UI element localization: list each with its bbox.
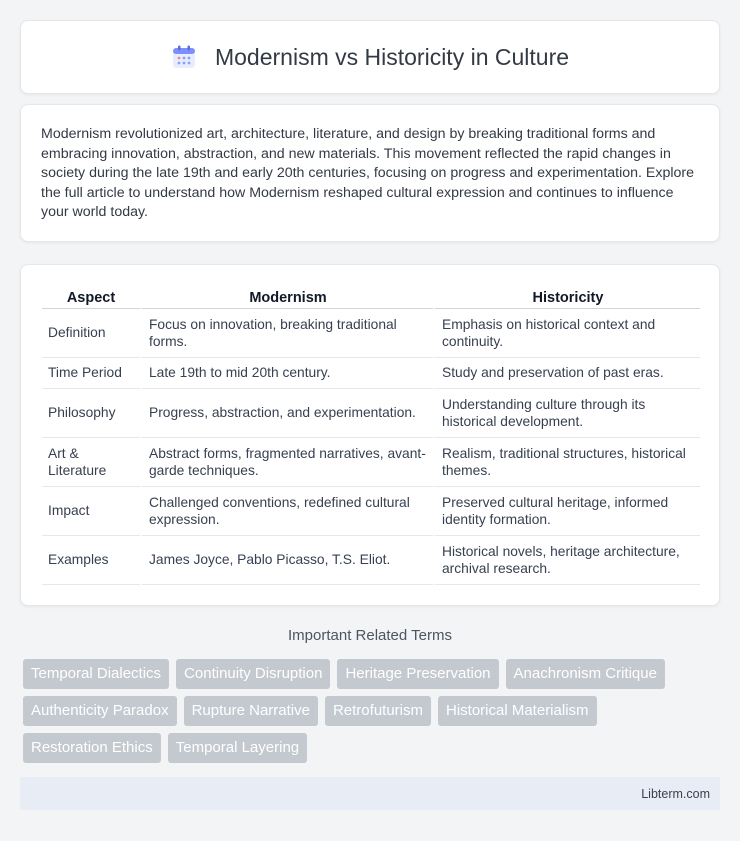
page-title: Modernism vs Historicity in Culture: [214, 43, 570, 70]
related-terms-list: [23, 659, 723, 763]
row-aspect: Art & Literature: [42, 438, 140, 487]
calendar-icon: [171, 44, 197, 70]
row-modernism: Progress, abstraction, and experimentation.: [140, 389, 433, 438]
row-aspect: Philosophy: [42, 389, 140, 438]
row-historicity: Preserved cultural heritage, informed identity formation.: [433, 487, 700, 536]
comparison-table-card: [20, 264, 720, 606]
related-term-tag[interactable]: Restoration Ethics: [23, 733, 161, 763]
related-term-tag[interactable]: Authenticity Paradox: [23, 696, 177, 726]
related-term-tag[interactable]: Temporal Dialectics: [23, 659, 169, 689]
table-row: [42, 536, 700, 585]
header-aspect: Aspect: [42, 285, 140, 309]
table-row: [42, 438, 700, 487]
intro-text: Modernism revolutionized art, architecture, literature, and design by breaking traditional forms and embracing innovation, abstraction, and new materials. This movement reflected the rapid changes in society during the late 19th and early 20th centuries, focusing on progress and experimentation. Explore the full article to understand how Modernism reshaped cultural expression and continues to influence your world today.: [41, 126, 695, 221]
row-modernism: Abstract forms, fragmented narratives, avant-garde techniques.: [140, 438, 433, 487]
table-row: [42, 487, 700, 536]
row-aspect: Time Period: [42, 358, 140, 389]
table-row: [42, 389, 700, 438]
header-modernism: Modernism: [140, 285, 433, 309]
table-row: [42, 358, 700, 389]
table-header-row: [42, 285, 700, 309]
row-historicity: Realism, traditional structures, historical themes.: [433, 438, 700, 487]
title-wrap: [171, 44, 569, 71]
related-term-tag[interactable]: Temporal Layering: [168, 733, 307, 763]
related-term-tag[interactable]: Retrofuturism: [325, 696, 431, 726]
intro-card: [20, 104, 720, 242]
header-historicity: Historicity: [433, 285, 700, 309]
row-modernism: Challenged conventions, redefined cultural expression.: [140, 487, 433, 536]
comparison-table: [42, 285, 700, 585]
row-aspect: Impact: [42, 487, 140, 536]
row-historicity: Emphasis on historical context and continuity.: [433, 309, 700, 358]
row-modernism: Focus on innovation, breaking traditional forms.: [140, 309, 433, 358]
footer-link[interactable]: Libterm.com: [641, 786, 710, 801]
related-terms-title: Important Related Terms: [288, 627, 452, 644]
related-term-tag[interactable]: Heritage Preservation: [337, 659, 498, 689]
related-term-tag[interactable]: Continuity Disruption: [176, 659, 330, 689]
related-term-tag[interactable]: Anachronism Critique: [506, 659, 665, 689]
row-historicity: Study and preservation of past eras.: [433, 358, 700, 389]
table-row: [42, 309, 700, 358]
row-aspect: Definition: [42, 309, 140, 358]
row-historicity: Historical novels, heritage architecture, archival research.: [433, 536, 700, 585]
header-card: [20, 20, 720, 94]
row-modernism: Late 19th to mid 20th century.: [140, 358, 433, 389]
related-term-tag[interactable]: Rupture Narrative: [184, 696, 318, 726]
row-historicity: Understanding culture through its historical development.: [433, 389, 700, 438]
related-term-tag[interactable]: Historical Materialism: [438, 696, 597, 726]
row-aspect: Examples: [42, 536, 140, 585]
footer: [20, 777, 720, 810]
row-modernism: James Joyce, Pablo Picasso, T.S. Eliot.: [140, 536, 433, 585]
